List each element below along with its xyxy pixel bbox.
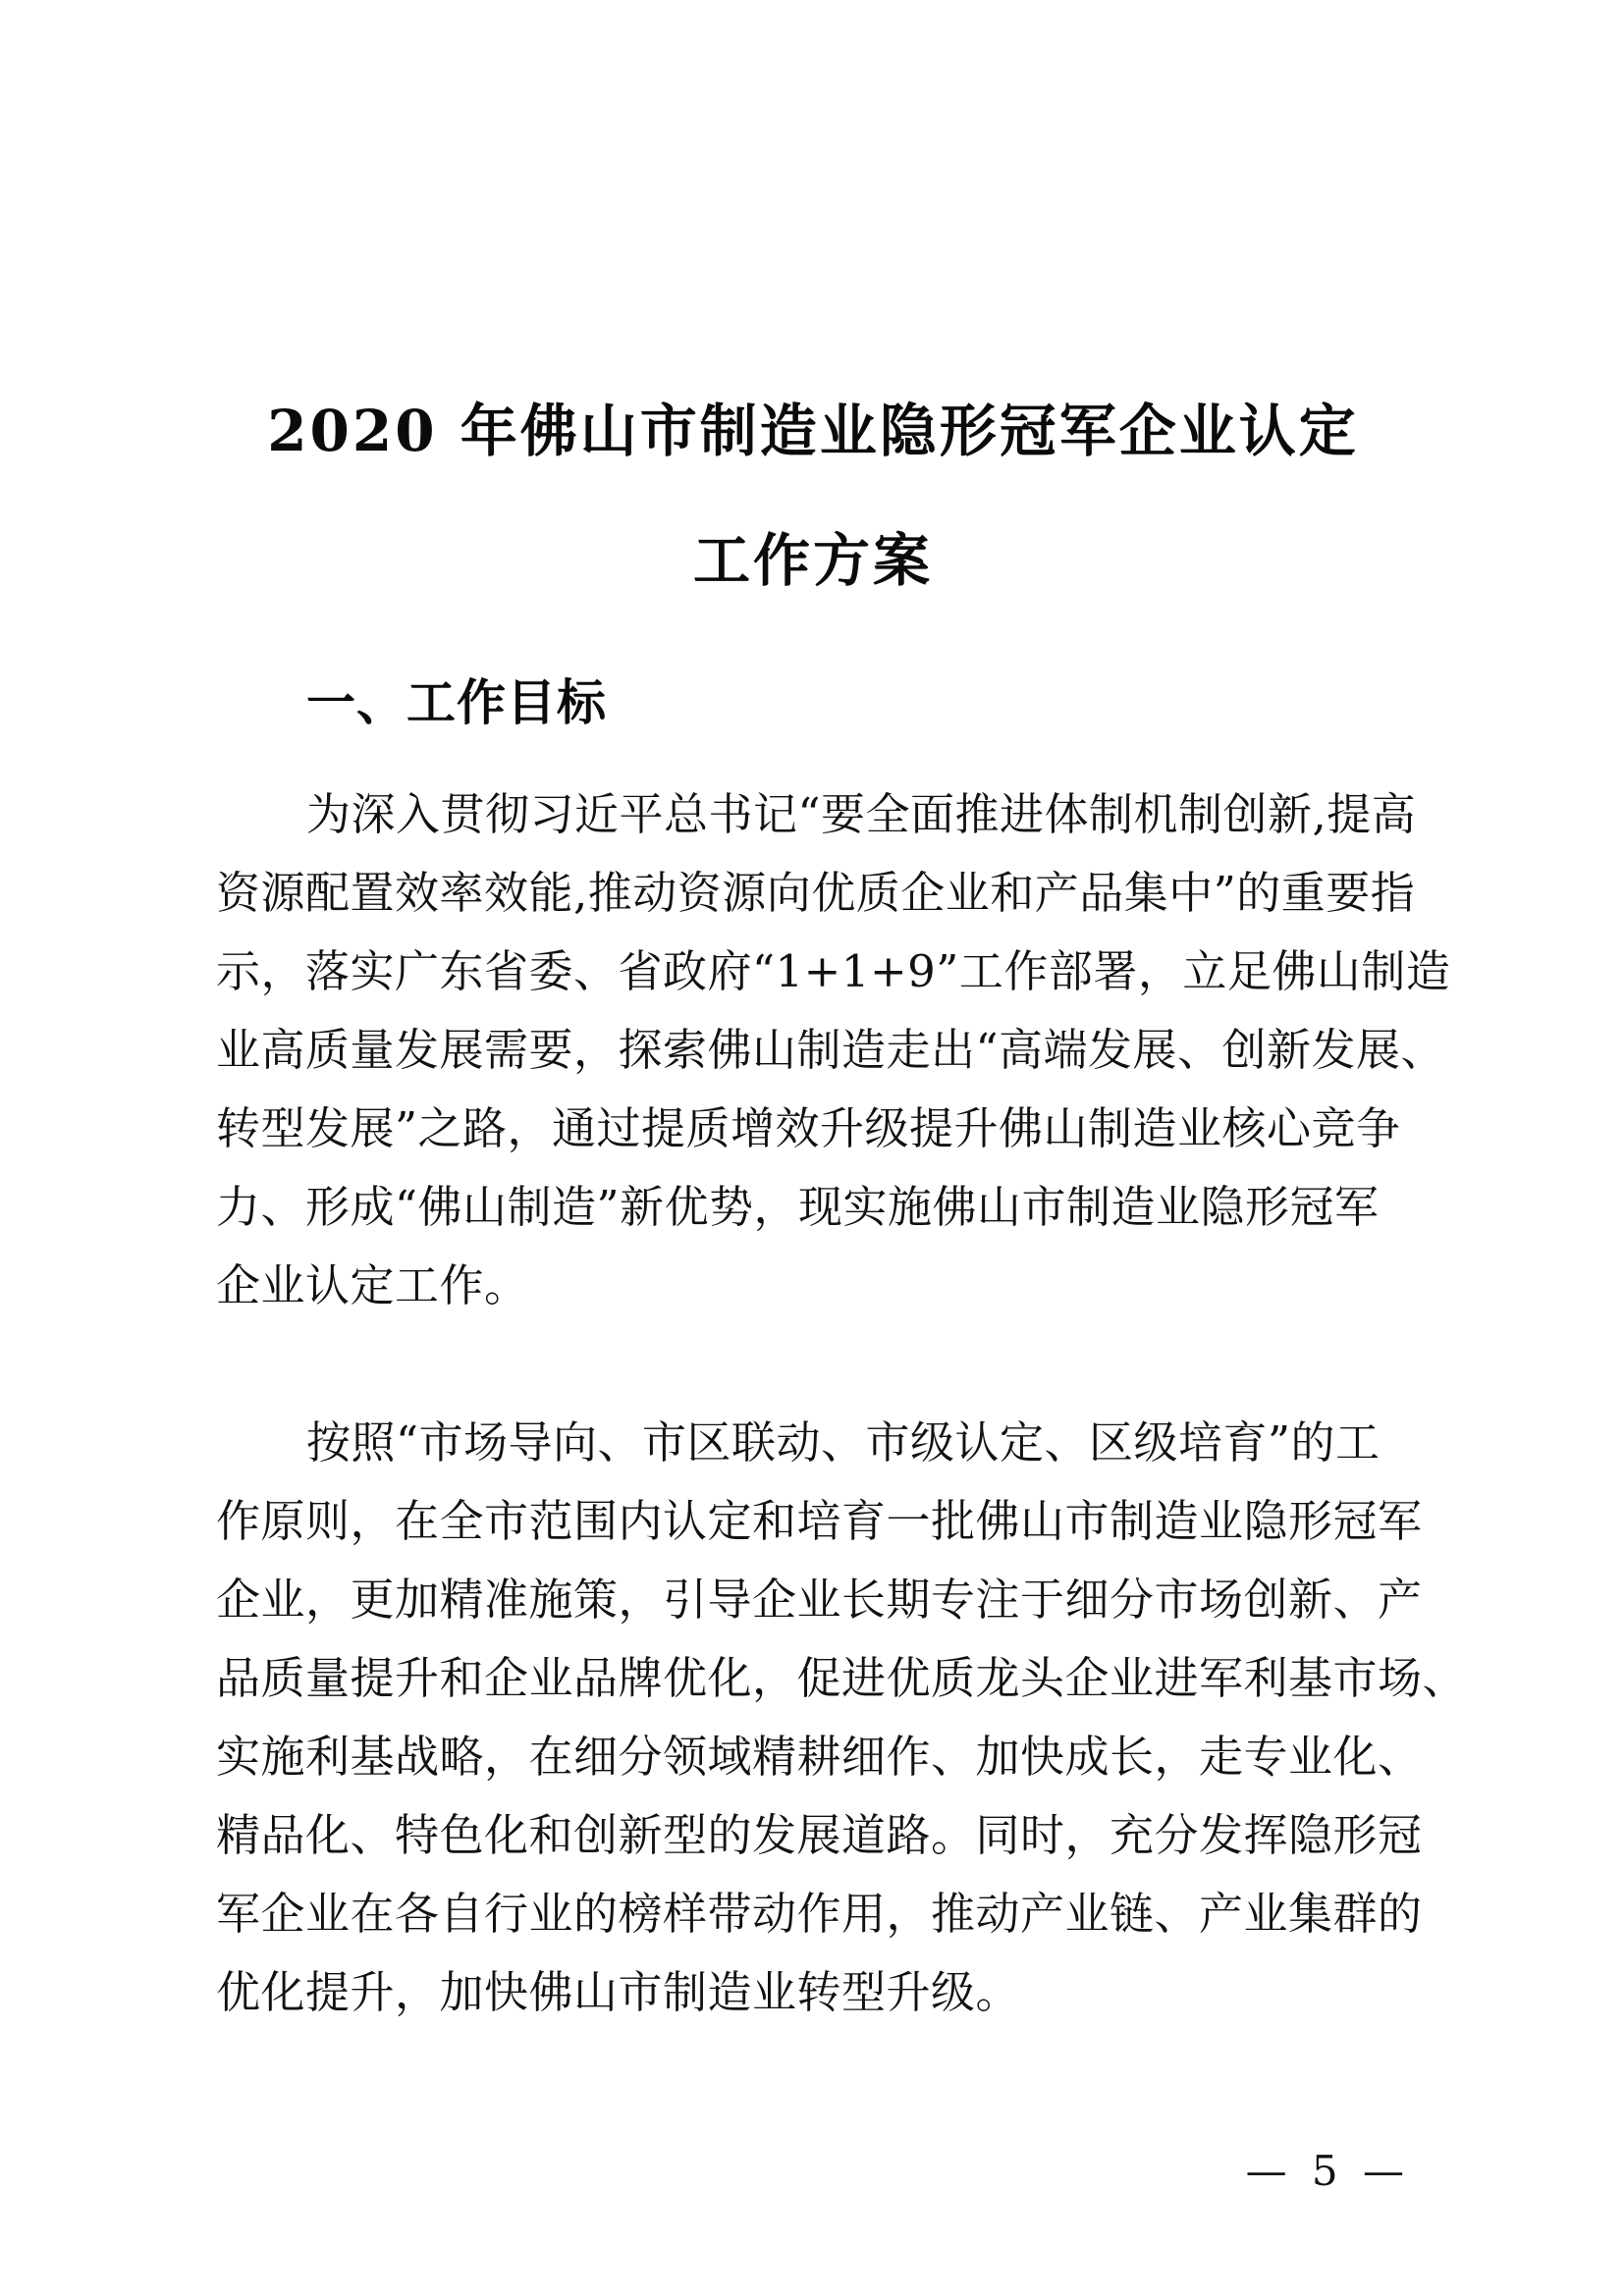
paragraph-line: 力、形成“佛山制造”新优势，现实施佛山市制造业隐形冠军 <box>216 1181 1380 1233</box>
paragraph-line: 作原则，在全市范围内认定和培育一批佛山市制造业隐形冠军 <box>216 1495 1423 1547</box>
document-body <box>216 775 1468 2032</box>
paragraph-line: 品质量提升和企业品牌优化，促进优质龙头企业进军利基市场、 <box>216 1652 1468 1704</box>
section-heading-work-objectives: 一、工作目标 <box>306 674 607 731</box>
paragraph-line: 按照“市场导向、市区联动、市级认定、区级培育”的工 <box>306 1416 1380 1468</box>
document-title <box>216 391 1410 601</box>
paragraph-line: 转型发展”之路，通过提质增效升级提升佛山制造业核心竞争 <box>216 1102 1401 1154</box>
paragraph-line: 企业认定工作。 <box>216 1259 529 1311</box>
paragraph-line: 企业，更加精准施策，引导企业长期专注于细分市场创新、产 <box>216 1574 1423 1626</box>
paragraph-line: 业高质量发展需要，探索佛山制造走出“高端发展、创新发展、 <box>216 1024 1446 1076</box>
paragraph-line: 资源配置效率效能,推动资源向优质企业和产品集中”的重要指 <box>216 867 1416 919</box>
page-number: — 5 — <box>1245 2147 1410 2195</box>
paragraph-line: 示，落实广东省委、省政府“1+1+9”工作部署，立足佛山制造 <box>216 945 1451 997</box>
body-paragraph-2 <box>216 1404 1468 2032</box>
paragraph-line: 优化提升，加快佛山市制造业转型升级。 <box>216 1966 1021 2018</box>
body-paragraph-1 <box>216 775 1451 1325</box>
paragraph-line: 为深入贯彻习近平总书记“要全面推进体制机制创新,提高 <box>306 788 1417 840</box>
document-title-line-2: 工作方案 <box>692 527 933 594</box>
paragraph-line: 精品化、特色化和创新型的发展道路。同时，充分发挥隐形冠 <box>216 1809 1423 1861</box>
paragraph-line: 实施利基战略，在细分领域精耕细作、加快成长，走专业化、 <box>216 1731 1423 1783</box>
document-title-line-1: 2020 年佛山市制造业隐形冠军企业认定 <box>267 398 1359 464</box>
paragraph-line: 军企业在各自行业的榜样带动作用，推动产业链、产业集群的 <box>216 1888 1423 1940</box>
